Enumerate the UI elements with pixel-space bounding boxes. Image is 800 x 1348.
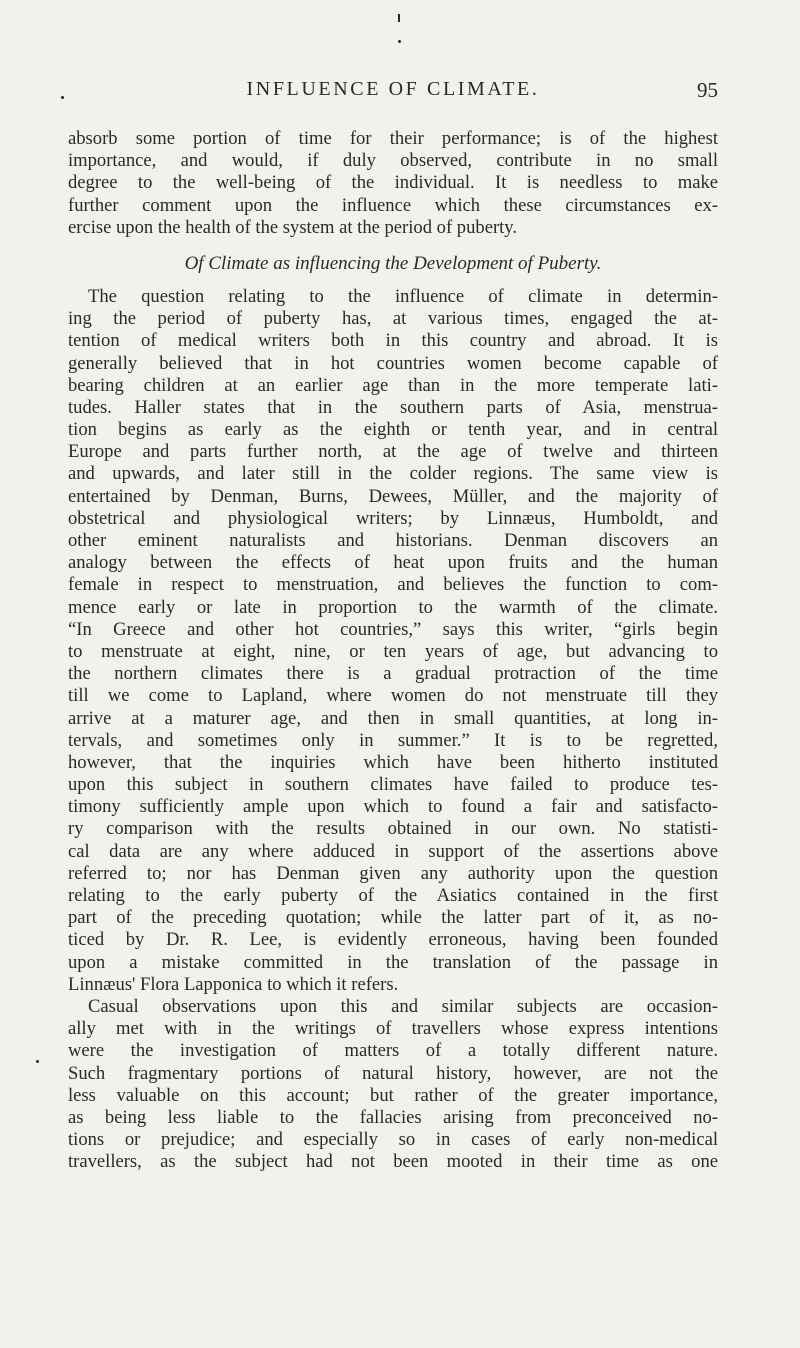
text-line: tion begins as early as the eighth or tenth year, and in central bbox=[68, 419, 718, 441]
text-line: bearing children at an earlier age than in the more temperate lati- bbox=[68, 374, 718, 396]
text-line: however, that the inquiries which have been hitherto instituted bbox=[68, 751, 718, 773]
text-line: till we come to Lapland, where women do not menstruate till they bbox=[68, 685, 718, 707]
text-line: tudes. Haller states that in the southern parts of Asia, menstrua- bbox=[68, 396, 718, 418]
text-line: ally met with in the writings of travellers whose express intentions bbox=[68, 1018, 718, 1040]
text-line: part of the preceding quotation; while the latter part of it, as no- bbox=[68, 907, 718, 929]
text-line: were the investigation of matters of a totally different nature. bbox=[68, 1040, 718, 1062]
text-line: importance, and would, if duly observed, contribute in no small bbox=[68, 150, 718, 172]
text-line: generally believed that in hot countries women become capable of bbox=[68, 352, 718, 374]
text-line: mence early or late in proportion to the warmth of the climate. bbox=[68, 596, 718, 618]
text-line: and upwards, and later still in the colder regions. The same view is bbox=[68, 463, 718, 485]
text-line: tention of medical writers both in this country and abroad. It is bbox=[68, 330, 718, 352]
running-title: INFLUENCE OF CLIMATE. bbox=[246, 78, 540, 100]
text-line: absorb some portion of time for their performance; is of the highest bbox=[68, 128, 718, 149]
text-line: Casual observations upon this and similar subjects are occasion- bbox=[88, 995, 718, 1017]
text-line: ercise upon the health of the system at the period of puberty. bbox=[68, 216, 518, 238]
text-line: ry comparison with the results obtained in our own. No statisti- bbox=[68, 818, 718, 840]
text-line: analogy between the effects of heat upon fruits and the human bbox=[68, 552, 718, 574]
text-line: the northern climates there is a gradual protraction of the time bbox=[68, 663, 718, 685]
text-line: further comment upon the influence which these circumstances ex- bbox=[68, 194, 718, 216]
text-line: ticed by Dr. R. Lee, is evidently erroneous, having been founded bbox=[68, 929, 718, 951]
text-line: upon this subject in southern climates have failed to produce tes- bbox=[68, 774, 718, 796]
text-line: female in respect to menstruation, and believes the function to com- bbox=[68, 574, 718, 596]
text-line: The question relating to the influence of climate in determin- bbox=[88, 285, 718, 307]
text-line: cal data are any where adduced in support of the assertions above bbox=[68, 840, 718, 862]
text-line: less valuable on this account; but rather of the greater importance, bbox=[68, 1084, 718, 1106]
text-line: relating to the early puberty of the Asiatics contained in the first bbox=[68, 885, 718, 906]
paragraph-observations bbox=[68, 996, 718, 1174]
text-line: tervals, and sometimes only in summer.” It is to be regretted, bbox=[68, 729, 718, 751]
text-line: “In Greece and other hot countries,” says this writer, “girls begin bbox=[68, 618, 718, 640]
text-line: obstetrical and physiological writers; by Linnæus, Humboldt, and bbox=[68, 507, 718, 529]
text-line: arrive at a maturer age, and then in small quantities, at long in- bbox=[68, 707, 718, 729]
text-line: upon a mistake committed in the translation of the passage in bbox=[68, 951, 718, 973]
paragraph-continuation bbox=[68, 128, 718, 239]
text-line: Linnæus' Flora Lapponica to which it refers. bbox=[68, 973, 399, 995]
text-line: as being less liable to the fallacies arising from preconceived no- bbox=[68, 1106, 718, 1128]
text-line: Such fragmentary portions of natural history, however, are not the bbox=[68, 1062, 718, 1084]
text-line: to menstruate at eight, nine, or ten years of age, but advancing to bbox=[68, 640, 718, 662]
paragraph-climate bbox=[68, 286, 718, 996]
text-line: entertained by Denman, Burns, Dewees, Müller, and the majority of bbox=[68, 485, 718, 507]
margin-dot-mark bbox=[61, 96, 64, 99]
body-text bbox=[68, 128, 718, 1173]
section-heading: Of Climate as influencing the Development of Puberty. bbox=[184, 252, 602, 274]
page-number: 95 bbox=[697, 78, 718, 102]
margin-dot-mark bbox=[398, 40, 401, 43]
text-line: other eminent naturalists and historians. Denman discovers an bbox=[68, 530, 718, 551]
text-line: ing the period of puberty has, at various times, engaged the at- bbox=[68, 308, 718, 330]
text-line: degree to the well-being of the individual. It is needless to make bbox=[68, 172, 718, 194]
text-line: referred to; nor has Denman given any authority upon the question bbox=[68, 862, 718, 884]
text-line: timony sufficiently ample upon which to found a fair and satisfacto- bbox=[68, 796, 718, 818]
text-line: tions or prejudice; and especially so in cases of early non-medical bbox=[68, 1129, 718, 1151]
running-head bbox=[68, 78, 718, 108]
text-line: Europe and parts further north, at the age of twelve and thirteen bbox=[68, 441, 718, 463]
margin-stroke-mark bbox=[398, 14, 400, 22]
text-line: travellers, as the subject had not been mooted in their time as one bbox=[68, 1151, 718, 1173]
margin-dot-mark bbox=[36, 1060, 39, 1063]
